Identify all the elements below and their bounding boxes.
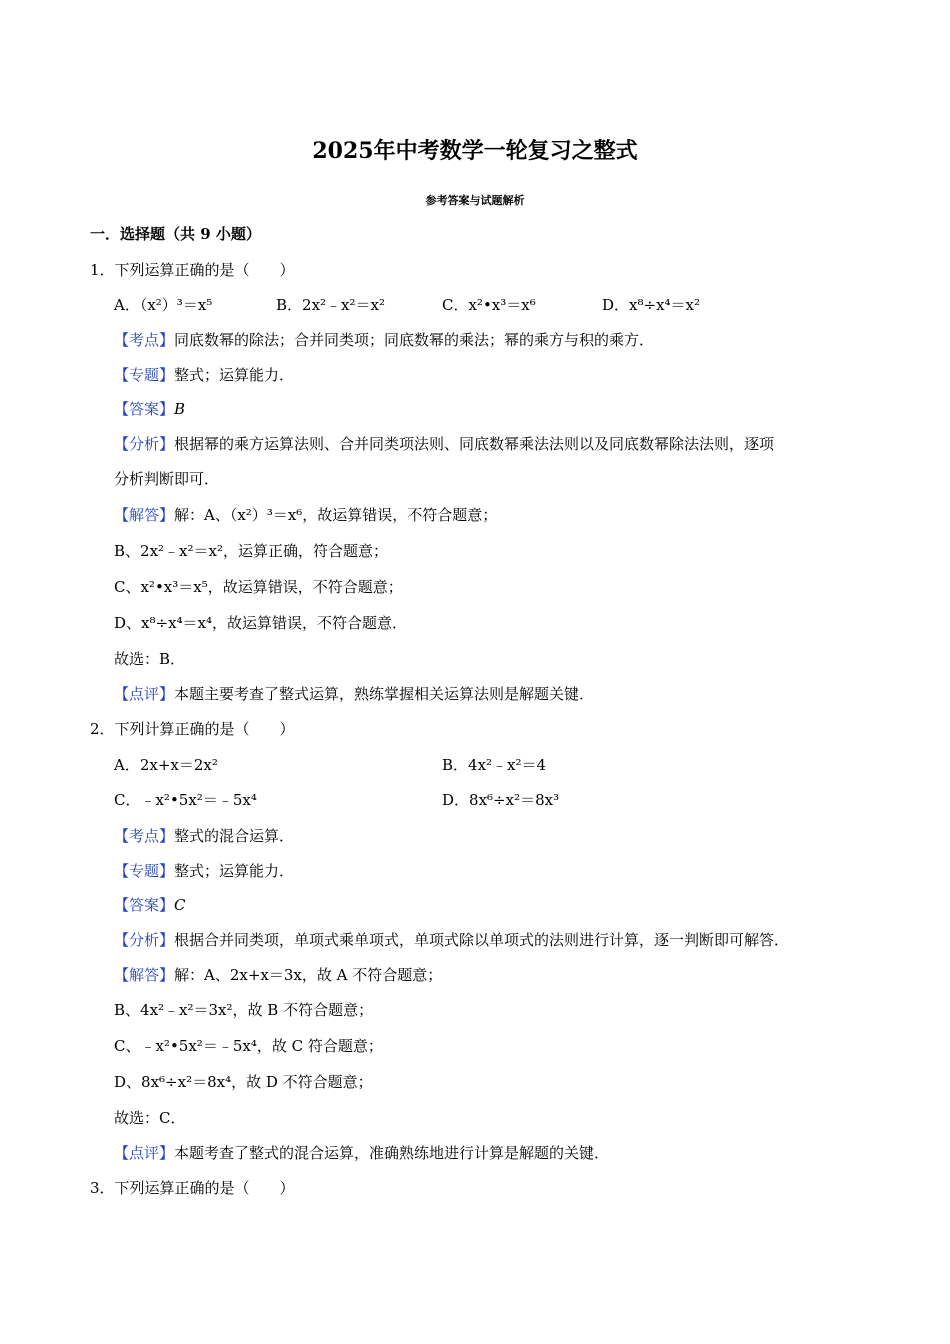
q1-zhuanti — [114, 365, 294, 385]
q1-dianping-tag: 【点评】 — [114, 685, 175, 703]
q1-guxuan: 故选：B． — [114, 650, 186, 668]
q2-daan — [114, 895, 186, 915]
q2-jieda-tag: 【解答】 — [114, 966, 175, 984]
q1-fenxi-text-2: 分析判断即可． — [114, 470, 220, 488]
q2-fenxi — [114, 930, 789, 950]
q2-fenxi-text-1: 根据合并同类项，单项式乘单项式，单项式除以单项式的法则进行计算，逐一判断即可解答． — [174, 931, 790, 949]
q2-jieda-text-2: B、4x²﹣x²＝3x²，故 B 不符合题意； — [114, 1001, 374, 1019]
q2-zhuanti-text: 整式；运算能力． — [174, 862, 295, 880]
q2-kaodian-tag: 【考点】 — [114, 827, 175, 845]
q2-option-c: C．﹣x²•5x²＝﹣5x⁴ — [114, 791, 257, 809]
page-subtitle: 参考答案与试题解析 — [425, 194, 525, 207]
q1-option-a: A．（x²）³＝x⁵ — [114, 296, 213, 314]
q1-option-d: D．x⁸÷x⁴＝x² — [602, 296, 701, 314]
q2-dianping-tag: 【点评】 — [114, 1144, 175, 1162]
q1-jieda-text-4: D、x⁸÷x⁴＝x⁴，故运算错误，不符合题意． — [114, 614, 408, 632]
q2-jieda-text-1: 解：A、2x+x＝3x，故 A 不符合题意； — [174, 966, 443, 984]
q1-kaodian-tag: 【考点】 — [114, 331, 175, 349]
q2-dianping — [114, 1143, 609, 1163]
q2-jieda — [114, 965, 442, 985]
q1-option-c: C．x²•x³＝x⁶ — [442, 296, 536, 314]
question-1-stem: 1．下列运算正确的是（ ） — [90, 261, 295, 279]
q1-dianping — [114, 684, 594, 704]
q1-daan-text: B — [174, 400, 186, 418]
q2-option-d: D．8x⁶÷x²＝8x³ — [442, 791, 560, 809]
q1-fenxi-text-1: 根据幂的乘方运算法则、合并同类项法则、同底数幂乘法法则以及同底数幂除法法则，逐项 — [174, 435, 775, 453]
q2-kaodian-text: 整式的混合运算． — [174, 827, 295, 845]
q1-daan — [114, 399, 185, 419]
q1-zhuanti-tag: 【专题】 — [114, 366, 175, 384]
q1-fenxi-tag: 【分析】 — [114, 435, 175, 453]
q1-zhuanti-text: 整式；运算能力． — [174, 366, 295, 384]
q2-jieda-text-4: D、8x⁶÷x²＝8x⁴，故 D 不符合题意； — [114, 1073, 373, 1091]
q2-dianping-text: 本题考查了整式的混合运算，准确熟练地进行计算是解题的关键． — [174, 1144, 610, 1162]
q1-option-b: B．2x²﹣x²＝x² — [276, 296, 385, 314]
q1-daan-tag: 【答案】 — [114, 400, 175, 418]
q2-zhuanti — [114, 861, 294, 881]
q1-jieda-text-1: 解：A、（x²）³＝x⁶，故运算错误，不符合题意； — [174, 506, 498, 524]
q2-kaodian — [114, 826, 294, 846]
question-2-stem: 2．下列计算正确的是（ ） — [90, 720, 295, 738]
q1-jieda-tag: 【解答】 — [114, 506, 175, 524]
q2-option-a: A．2x+x＝2x² — [114, 756, 218, 774]
q1-kaodian-text: 同底数幂的除法；合并同类项；同底数幂的乘法；幂的乘方与积的乘方． — [174, 331, 655, 349]
q2-option-b: B．4x²﹣x²＝4 — [442, 756, 547, 774]
section-heading: 一．选择题（共 9 小题） — [90, 225, 261, 243]
q2-guxuan: 故选：C． — [114, 1109, 186, 1127]
q1-fenxi — [114, 434, 774, 454]
q2-jieda-text-3: C、﹣x²•5x²＝﹣5x⁴，故 C 符合题意； — [114, 1037, 383, 1055]
q1-kaodian — [114, 330, 654, 350]
q2-fenxi-tag: 【分析】 — [114, 931, 175, 949]
q1-jieda-text-3: C、x²•x³＝x⁵，故运算错误，不符合题意； — [114, 578, 403, 596]
q1-jieda-text-2: B、2x²﹣x²＝x²，运算正确，符合题意； — [114, 542, 388, 560]
q2-daan-tag: 【答案】 — [114, 896, 175, 914]
question-3-stem: 3．下列运算正确的是（ ） — [90, 1179, 295, 1197]
q2-daan-text: C — [174, 896, 186, 914]
q1-jieda — [114, 505, 497, 525]
q2-zhuanti-tag: 【专题】 — [114, 862, 175, 880]
page-title: 2025年中考数学一轮复习之整式 — [312, 138, 638, 164]
q1-dianping-text: 本题主要考查了整式运算，熟练掌握相关运算法则是解题关键． — [174, 685, 595, 703]
